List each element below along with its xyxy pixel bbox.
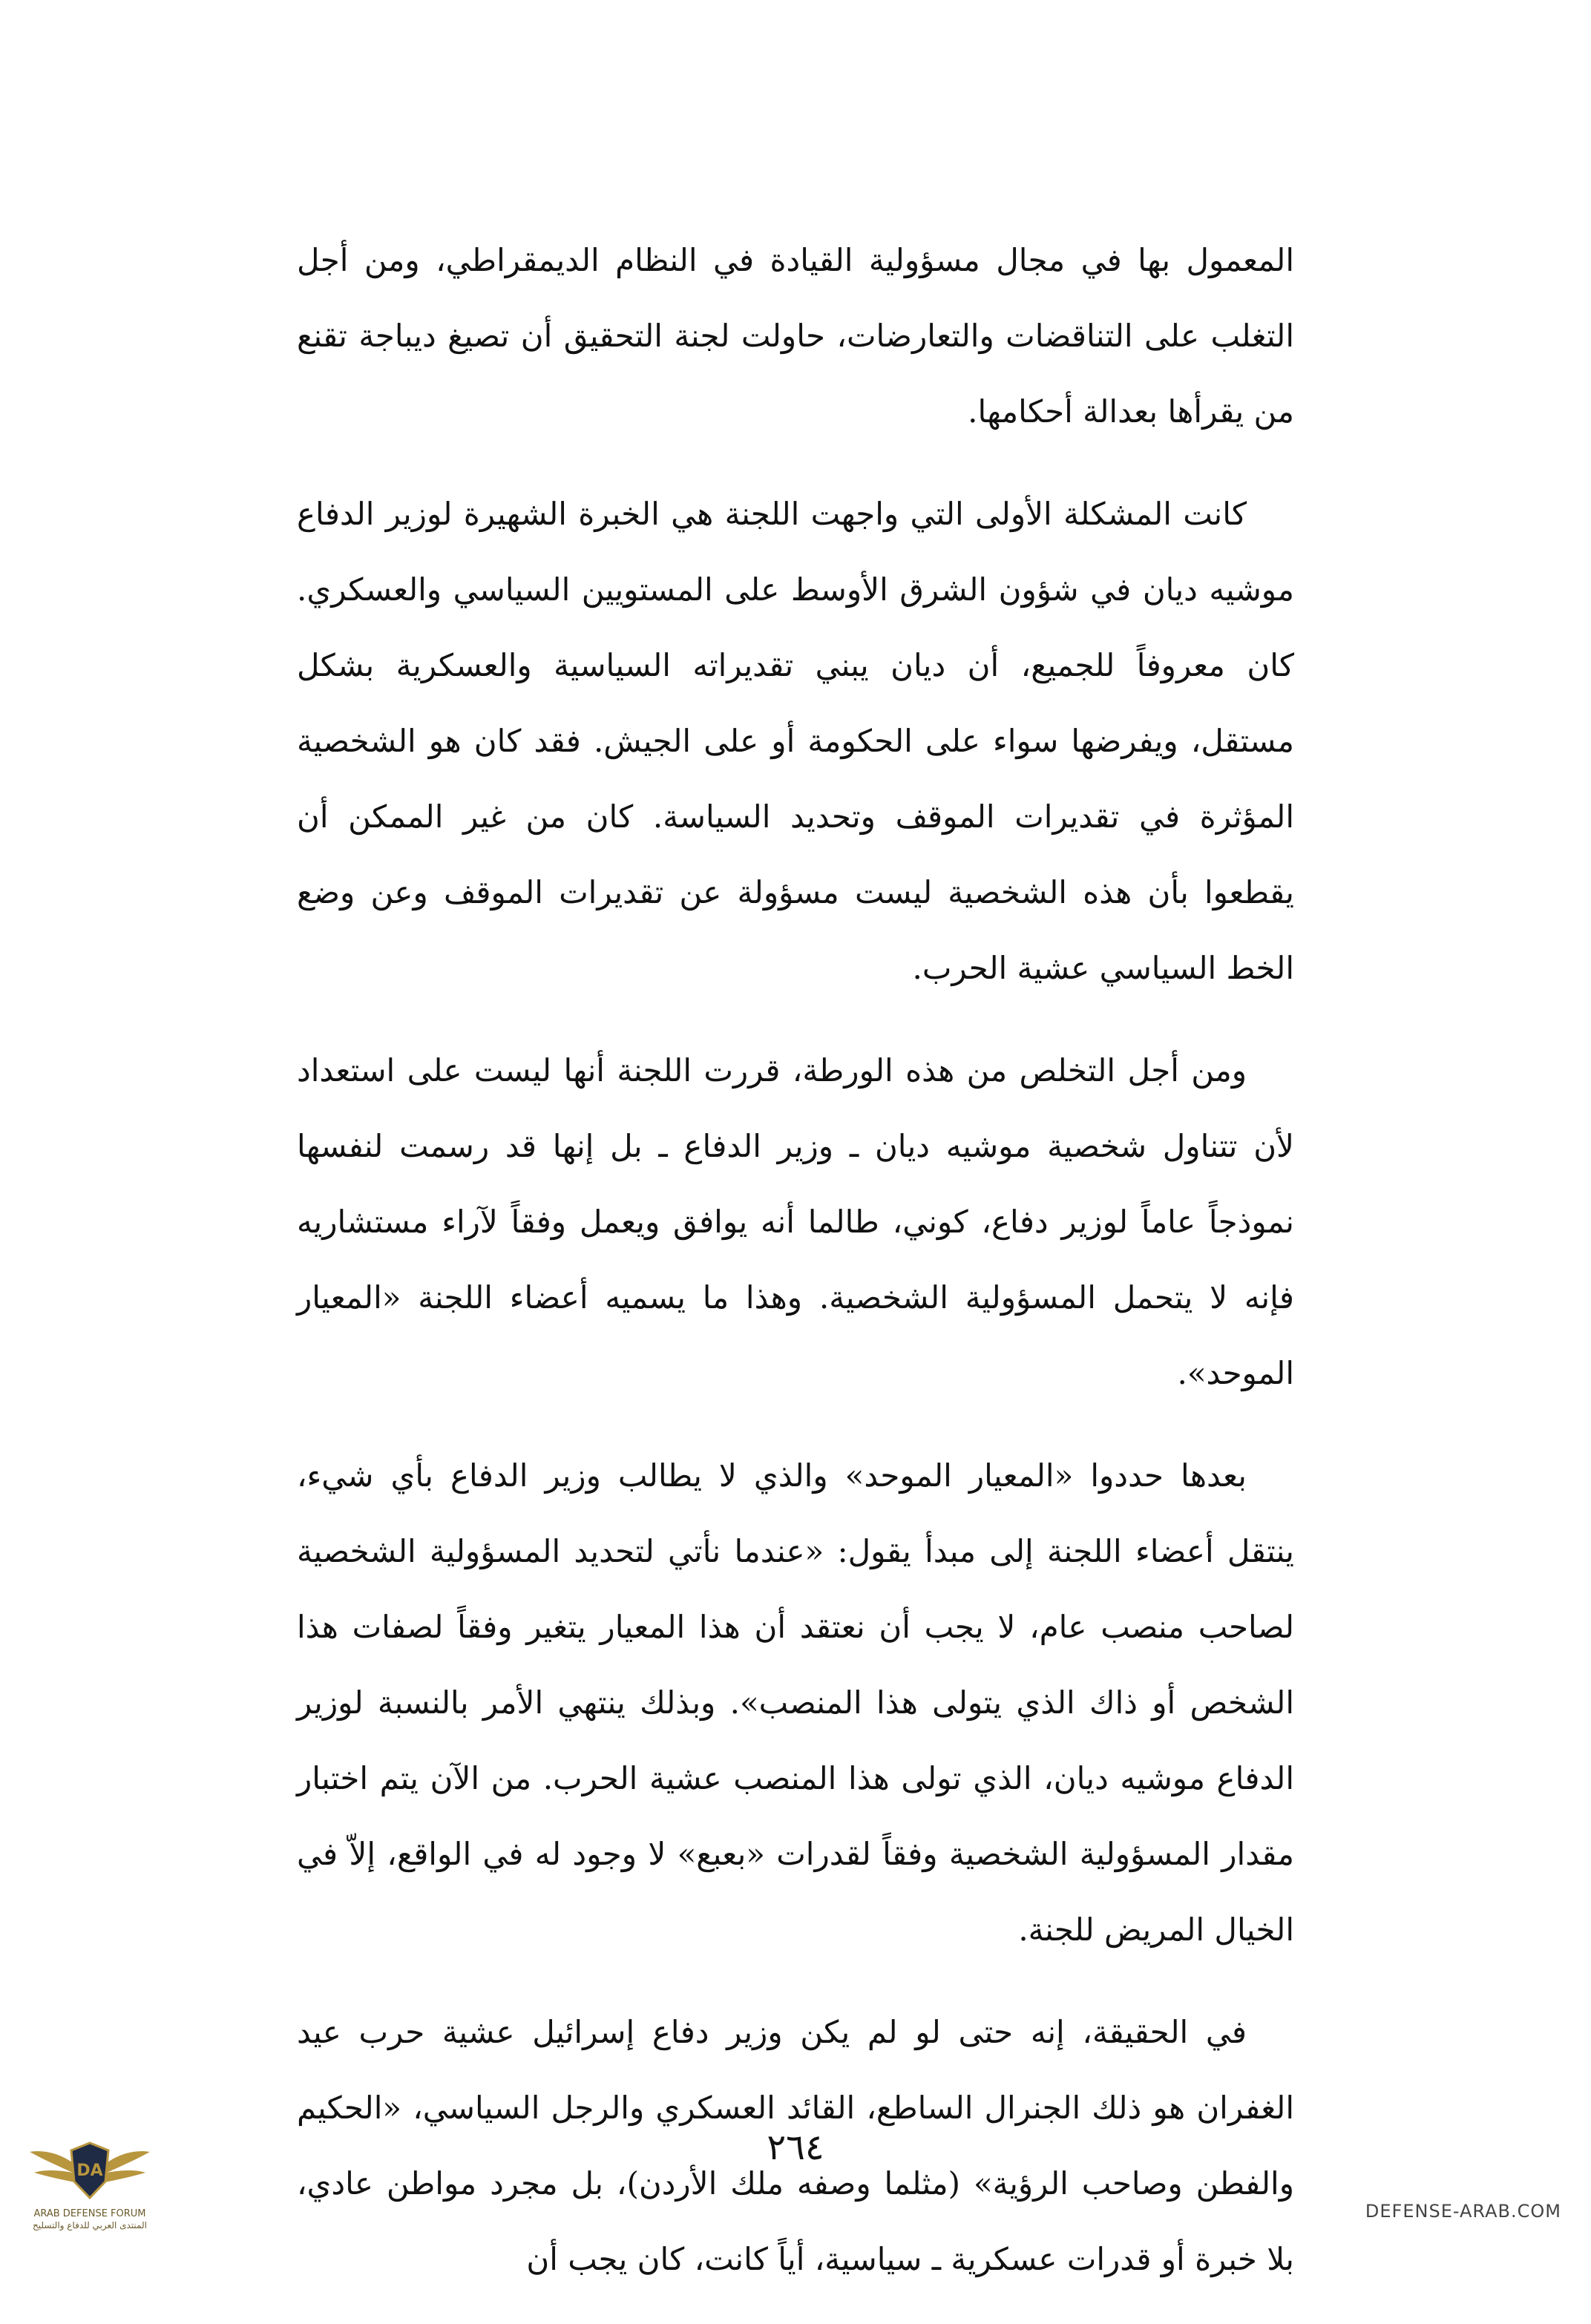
- winged-shield-icon: [27, 2127, 153, 2208]
- paragraph-1: المعمول بها في مجال مسؤولية القيادة في النظام الديمقراطي، ومن أجل التغلب على التناقضات والتعارضات، حاولت لجنة التحقيق أن تصيغ ديباجة تقنع من يقرأها بعدالة أحكامها.: [297, 242, 1294, 430]
- body-text: [297, 223, 1294, 2324]
- paragraph-2: كانت المشكلة الأولى التي واجهت اللجنة هي الخبرة الشهيرة لوزير الدفاع موشيه ديان في شؤون الشرق الأوسط على المستويين السياسي والعسكري. كان معروفاً للجميع، أن ديان يبني تقديراته السياسية والعسكرية بشكل مستقل، ويفرضها سواء على الحكومة أو على الجيش. فقد كان هو الشخصية المؤثرة في تقديرات الموقف وتحديد السياسة. كان من غير الممكن أن يقطعوا بأن هذه الشخصية ليست مسؤولة عن تقديرات الموقف وعن وضع الخط السياسي عشية الحرب.: [297, 496, 1295, 986]
- logo-initials: DA: [76, 2161, 103, 2180]
- paragraph-5: في الحقيقة، إنه حتى لو لم يكن وزير دفاع إسرائيل عشية حرب عيد الغفران هو ذلك الجنرال الساطع، القائد العسكري والرجل السياسي، «الحكيم والفطن وصاحب الرؤية» (مثلما وصفه ملك الأردن)، بل مجرد مواطن عادي، بلا خبرة أو قدرات عسكرية ـ سياسية، أياً كانت، كان يجب أن: [297, 2014, 1294, 2277]
- forum-logo: [27, 2127, 153, 2238]
- logo-label-ar: المنتدى العربي للدفاع والتسليح: [33, 2220, 147, 2231]
- page-number: ٢٦٤: [767, 2127, 824, 2168]
- paragraph-3: ومن أجل التخلص من هذه الورطة، قررت اللجنة أنها ليست على استعداد لأن تتناول شخصية موشيه ديان ـ وزير الدفاع ـ بل إنها قد رسمت لنفسها نموذجاً عاماً لوزير دفاع، كوني، طالما أنه يوافق ويعمل وفقاً لآراء مستشاريه فإنه لا يتحمل المسؤولية الشخصية. وهذا ما يسميه أعضاء اللجنة «المعيار الموحد».: [297, 1052, 1294, 1391]
- paragraph-4: بعدها حددوا «المعيار الموحد» والذي لا يطالب وزير الدفاع بأي شيء، ينتقل أعضاء اللجنة إلى مبدأ يقول: «عندما نأتي لتحديد المسؤولية الشخصية لصاحب منصب عام، لا يجب أن نعتقد أن هذا المعيار يتغير وفقاً لصفات هذا الشخص أو ذاك الذي يتولى هذا المنصب». وبذلك ينتهي الأمر بالنسبة لوزير الدفاع موشيه ديان، الذي تولى هذا المنصب عشية الحرب. من الآن يتم اختبار مقدار المسؤولية الشخصية وفقاً لقدرات «بعبع» لا وجود له في الواقع، إلاّ في الخيال المريض للجنة.: [297, 1457, 1294, 1948]
- logo-label-en: ARAB DEFENSE FORUM: [33, 2208, 146, 2219]
- site-watermark: DEFENSE-ARAB.COM: [1365, 2201, 1561, 2222]
